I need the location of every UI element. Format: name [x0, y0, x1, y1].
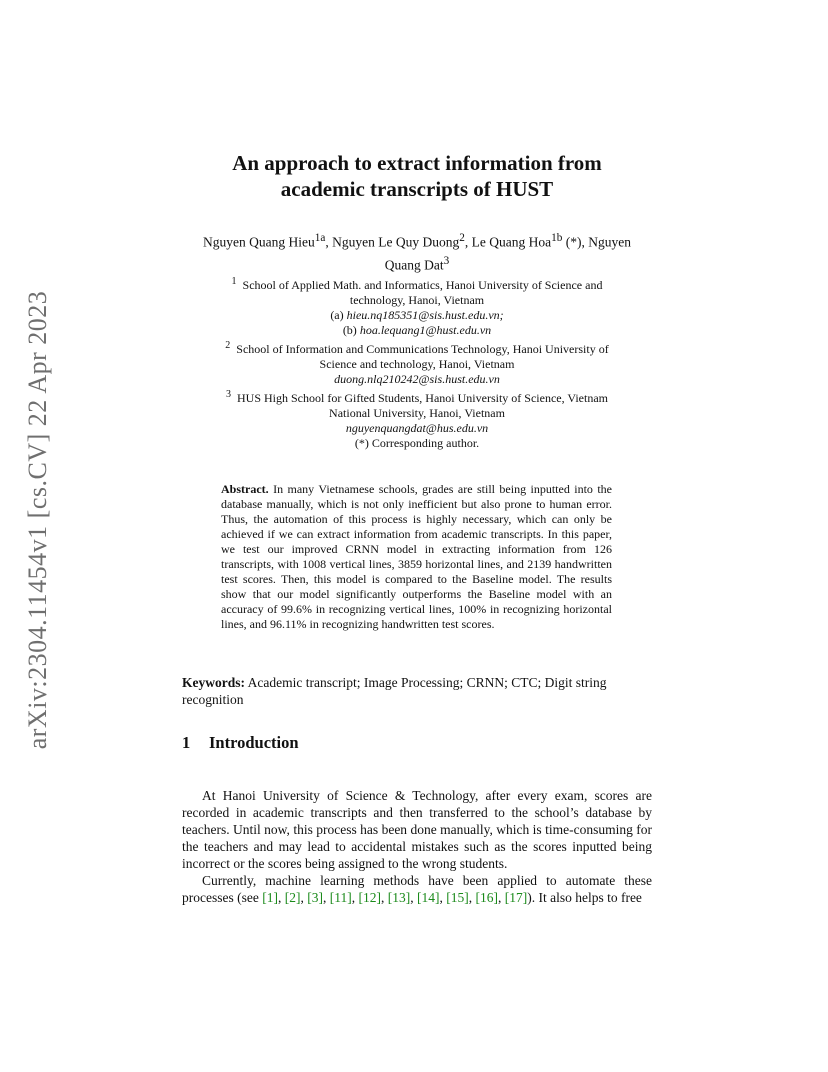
affiliation-3-line-2: National University, Hanoi, Vietnam: [329, 406, 505, 420]
title-line-2: academic transcripts of HUST: [280, 177, 554, 201]
citation-link[interactable]: [ 1 ]: [262, 890, 278, 905]
citation-link[interactable]: [ 11 ]: [330, 890, 352, 905]
affiliation-1-email-b: (b) hoa.lequang1@hust.edu.vn: [342, 323, 492, 337]
affiliation-2-line-2: Science and technology, Hanoi, Vietnam: [319, 357, 515, 371]
citation-link[interactable]: [ 14 ]: [417, 890, 440, 905]
keywords: [182, 674, 652, 708]
arxiv-identifier: arXiv:2304.11454v1 [cs.CV] 22 Apr 2023: [23, 290, 52, 750]
author-2: Nguyen Le Quy Duong: [332, 234, 460, 250]
citation-link[interactable]: [ 3 ]: [307, 890, 323, 905]
citation-link[interactable]: [ 13 ]: [388, 890, 411, 905]
author-list: Nguyen Quang Hieu$^{1a}$, Nguyen Le Quy Duong$^2$, Le Quang Hoa$^{1b}$ (*), Nguyen Quang Dat$^3$: [203, 232, 631, 272]
affiliation-1-number: 1: [231, 276, 237, 287]
affiliations: [200, 274, 634, 451]
author-4: Quang Dat: [384, 257, 444, 272]
author-4-affil: 3: [443, 254, 450, 267]
keywords-text: Academic transcript; Image Processing; CRNN; CTC; Digit string recognition: [182, 675, 607, 707]
author-1: Nguyen Quang Hieu: [203, 234, 315, 250]
citation-link[interactable]: [ 15 ]: [446, 890, 469, 905]
citation-link[interactable]: [ 16 ]: [475, 890, 498, 905]
abstract: [221, 482, 612, 632]
section-number: 1: [182, 733, 191, 752]
intro-paragraph-2: Currently, machine learning methods have been applied to automate these processes (see [ 1 ] , [ 2 ] , [ 3 ] , [ 11 ] , [ 12 ] , [ 13 ] , [ 14 ] , [ 15 ] , [ 16 ] , [ 17 ] ). It also helps to free: [182, 872, 652, 906]
intro-paragraph-2-suffix: ). It also helps to free: [527, 890, 642, 905]
author-2-affil: 2: [459, 232, 465, 244]
citation-link[interactable]: [ 12 ]: [358, 890, 381, 905]
title-line-1: An approach to extract information from: [232, 151, 602, 175]
intro-paragraph-2-prefix: Currently, machine learning methods have been applied to automate these processes (see: [182, 873, 652, 905]
corresponding-author-note: (*) Corresponding author.: [354, 436, 480, 450]
abstract-label: Abstract.: [221, 482, 269, 496]
keywords-label: Keywords:: [182, 675, 245, 690]
section-heading: [182, 733, 299, 753]
affiliation-3-line-1: $^3$ HUS High School for Gifted Students, Hanoi University of Science, Vietnam: [225, 389, 608, 405]
author-3: Le Quang Hoa: [471, 234, 552, 250]
affiliation-2-email: duong.nlq210242@sis.hust.edu.vn: [334, 372, 500, 386]
affiliation-3-email: nguyenquangdat@hus.edu.vn: [345, 421, 489, 435]
citation-link[interactable]: [ 2 ]: [285, 890, 301, 905]
affiliation-3-number: 3: [225, 389, 231, 400]
affiliation-2-line-1: $^2$ School of Information and Communications Technology, Hanoi University of: [225, 340, 609, 356]
paper-title: [182, 150, 652, 202]
intro-paragraph-1: At Hanoi University of Science & Technology, after every exam, scores are recorded in academic transcripts and then transferred to the school’s database by teachers. Until now, this process has been done manually, which is time-consuming for the teachers and may lead to accidental mistakes such as the scores inputted being incorrect or the scores being assigned to the wrong students.: [182, 788, 652, 871]
arxiv-side-stamp: [20, 285, 56, 755]
affiliation-1-line-1: $^1$ School of Applied Math. and Informatics, Hanoi University of Science and: [231, 276, 603, 292]
introduction-body: [182, 787, 652, 906]
affiliation-1-line-2: technology, Hanoi, Vietnam: [349, 293, 485, 307]
citation-link[interactable]: [ 17 ]: [505, 890, 528, 905]
author-1-affil: 1a: [314, 232, 326, 244]
author-3-note: (*), Nguyen: [562, 234, 631, 250]
abstract-text: In many Vietnamese schools, grades are still being inputted into the database manually, which is not only inefficient but also prone to human error. Thus, the automation of this process is highly necessary, which can only be achieved if we can extract information from academic transcripts. In this paper, we test our improved CRNN model in extracting information from 126 transcripts, with 1008 vertical lines, 3859 horizontal lines, and 2139 handwritten test scores. Then, this model is compared to the Baseline model. The results show that our model significantly outperforms the Baseline model with an accuracy of 99.6% in recognizing vertical lines, 100% in recognizing horizontal lines, and 96.11% in recognizing handwritten test scores.: [221, 482, 613, 631]
author-3-affil: 1b: [551, 232, 563, 244]
section-title: Introduction: [209, 733, 299, 752]
affiliation-2-number: 2: [225, 340, 231, 351]
affiliation-1-email-a: (a) hieu.nq185351@sis.hust.edu.vn;: [330, 308, 504, 322]
